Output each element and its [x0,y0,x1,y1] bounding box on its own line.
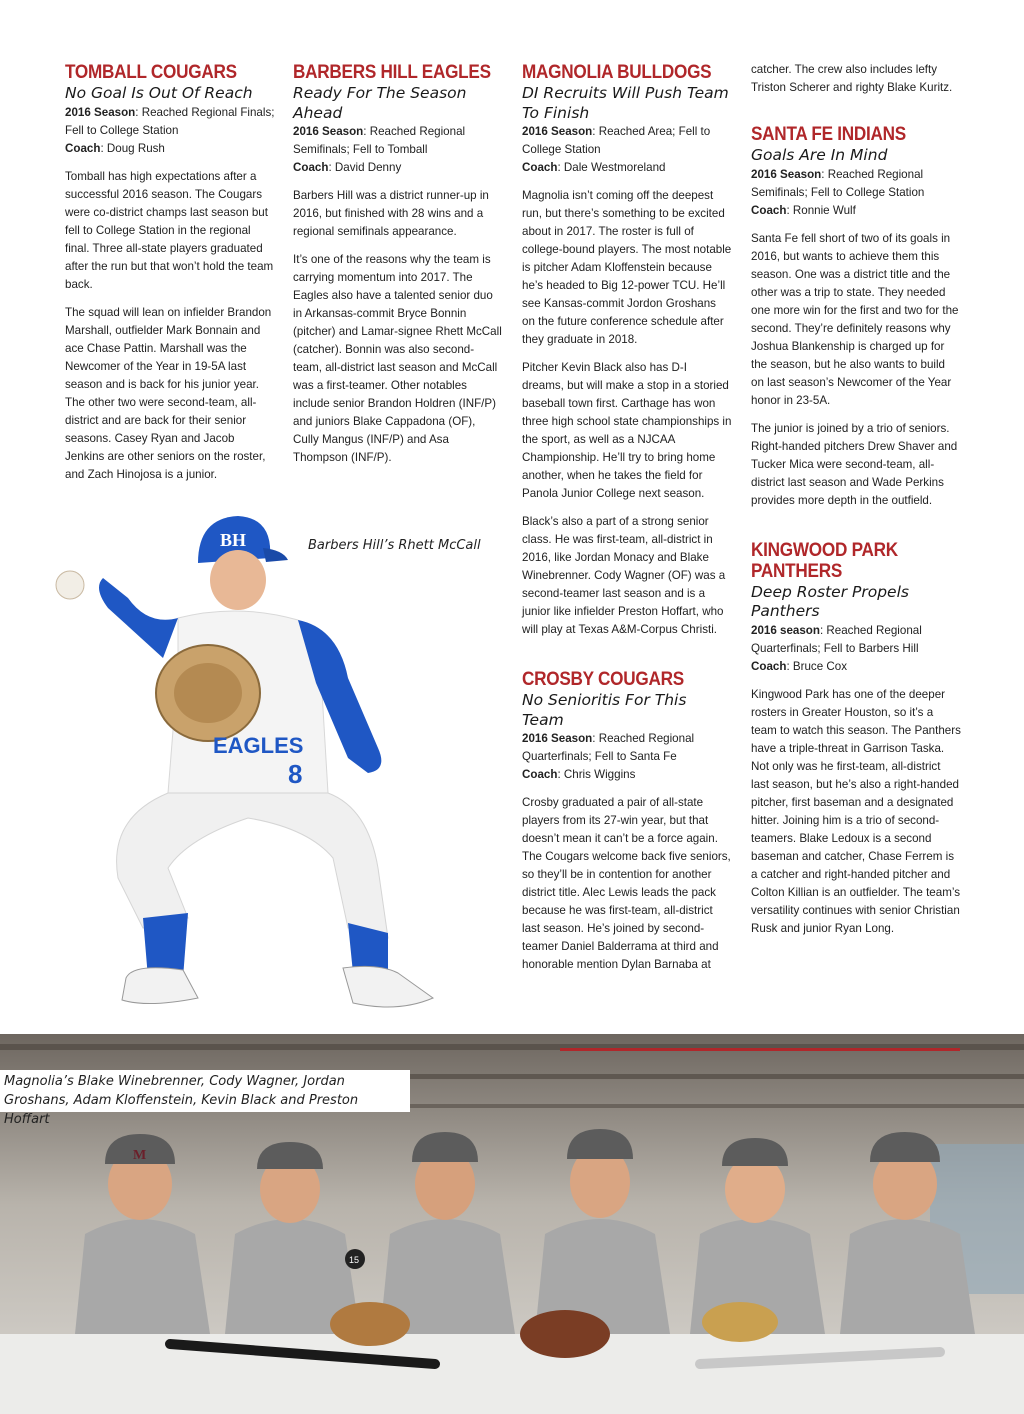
paragraph: It’s one of the reasons why the team is carrying momentum into 2017. The Eagles also have a talented senior duo in Arkansas-commit Bryce Bonnin (pitcher) and Lamar-signee Rhett McCall (catcher). Bonnin was also second-team, all-district last season and McCall was a first-teamer. Other notables include senior Brandon Holdren (INF/P) and juniors Blake Cappadona (OF), Cully Mangus (INF/P) and Asa Thompson (INF/P). [293,253,502,464]
section-kingwood-park [751,540,961,938]
coach-line [522,766,732,784]
player-caption: Barbers Hill’s Rhett McCall [308,538,481,553]
team-subtitle: Deep Roster Propels Panthers [751,582,909,620]
column-1 [65,62,275,484]
coach-value: : Ronnie Wulf [786,203,856,217]
section-crosby [522,669,732,974]
jersey-number: 8 [288,759,303,789]
paragraph: Magnolia isn’t coming off the deepest run, but there’s something to be excited about in 2017. The roster is full of college-bound players. The most notable is pitcher Adam Kloffenstein because he’s headed to Big 12-power TCU. He’ll see Kansas-commit Jordon Groshans on the future conference schedule after they graduate in 2018. [522,189,732,346]
column-2 [293,62,503,467]
season-value: : Reached Regional Quarterfinals; Fell to Barbers Hill [751,623,922,655]
season-line [522,123,732,159]
coach-label: Coach [65,141,101,155]
paragraph: Santa Fe fell short of two of its goals in 2016, but wants to achieve them this season. One was a district title and the other was a trip to state. They needed one more win for the first and two for the second. They’re definitely reasons why Joshua Blankenship is charged up for the season, but he also wants to build on last season’s Newcomer of the Year honor in 23-5A. [751,231,959,407]
section-santa-fe [751,124,961,510]
season-value: : Reached Regional Quarterfinals; Fell to Santa Fe [522,732,695,763]
team-subtitle: Goals Are In Mind [751,146,888,164]
season-value: : Reached Regional Finals; Fell to College Station [65,105,275,137]
coach-line [293,159,503,177]
season-label: 2016 Season [293,125,364,138]
paragraph: Tomball has high expectations after a successful 2016 season. The Cougars were co-district champs last season but fell to College Station in the regional final. Three all-state players graduated after the run but that won’t hold the team back. [65,169,274,291]
season-value: : Reached Area; Fell to College Station [522,125,711,156]
team-subtitle: DI Recruits Will Push Team To Finish [522,84,729,122]
paragraph: Black’s also a part of a strong senior class. He was first-team, all-district in 2016, like Jordan Monacy and Blake Winebrenner. Cody Wagner (OF) was a second-teamer last season and is a junior like infielder Preston Hoffart, who will play at Texas A&M-Corpus Christi. [522,515,726,636]
team-heading: TOMBALL COUGARS [65,61,237,83]
team-heading: MAGNOLIA BULLDOGS [522,61,712,83]
column-3 [522,62,732,974]
team-heading: CROSBY COUGARS [522,668,684,690]
paragraph: Pitcher Kevin Black also has D-I dreams, but will make a stop in a storied baseball town first. Carthage has won three high school state championships in the sport, as well as a NJCAA Championship. He’ll try to bring home another, when he takes the field for Panola Junior College next season. [522,361,732,500]
coach-value: : David Denny [328,161,402,174]
team-subtitle: No Goal Is Out Of Reach [65,84,253,102]
season-label: 2016 Season [522,732,593,745]
jersey-patch: 15 [349,1255,360,1265]
paragraph: The junior is joined by a trio of seniors. Right-handed pitchers Drew Shaver and Tucker Mica were second-team, all-district last season and Wade Perkins provides more depth in the outfield. [751,421,958,507]
season-label: 2016 Season [65,105,136,119]
paragraph: The squad will lean on infielder Brandon Marshall, outfielder Mark Bonnain and ace Chase Pattin. Marshall was the Newcomer of the Year in 19-5A last season and is back for his junior year. The other two were second-team, all-district and are back for their senior seasons. Casey Ryan and Jacob Jenkins are other seniors on the roster, and Zach Hinojosa is a junior. [65,305,272,481]
coach-label: Coach [522,161,558,174]
team-photo-caption: Magnolia’s Blake Winebrenner, Cody Wagner, Jordan Groshans, Adam Kloffenstein, Kevin Black and Preston Hoffart [0,1070,410,1112]
team-heading: SANTA FE INDIANS [751,123,906,145]
column-4 [751,61,961,938]
coach-label: Coach [751,203,787,217]
continued-paragraph: catcher. The crew also includes lefty Triston Scherer and righty Blake Kuritz. [751,63,953,94]
paragraph: Kingwood Park has one of the deeper rosters in Greater Houston, so it’s a team to watch this season. The Panthers have a triple-threat in Garrison Taska. Not only was he first-team, all-district last season, but he’s also a right-handed pitcher, first baseman and a designated hitter. Joining him is a trio of second-teamers. Blake Ledoux is a second baseman and catcher, Chase Ferrem is a catcher and right-handed pitcher and Colton Killian is an outfielder. The team’s versatility continues with senior Christian Rusk and junior Ryan Long. [751,687,961,935]
season-value: : Reached Regional Semifinals; Fell to College Station [751,167,925,199]
team-heading: KINGWOOD PARK PANTHERS [751,538,898,582]
paragraph: Barbers Hill was a district runner-up in 2016, but finished with 28 wins and a regional semifinals appearance. [293,189,489,238]
section-barbers-hill [293,62,503,467]
team-subtitle: No Senioritis For This Team [522,691,687,729]
coach-value: : Bruce Cox [786,659,848,673]
season-line [522,730,732,766]
coach-label: Coach [293,161,329,174]
season-label: 2016 Season [751,167,822,181]
season-label: 2016 Season [522,125,593,138]
coach-line [522,159,732,177]
season-line [65,104,275,140]
jersey-text: EAGLES [213,733,304,758]
season-line [751,622,961,658]
coach-line [751,658,961,676]
coach-label: Coach [522,768,558,781]
cap-logo: BH [220,530,247,550]
coach-value: : Chris Wiggins [557,768,636,781]
coach-line [65,140,275,158]
paragraph: Crosby graduated a pair of all-state players from its 27-win year, but that doesn’t mean it can’t be a force again. The Cougars welcome back five seniors, so they’ll be in contention for another district title. Alec Lewis leads the pack because he was first-team, all-district last season. He’s joined by second-teamer Daniel Balderrama at third and honorable mention Dylan Barnaba at [522,796,731,971]
season-value: : Reached Regional Semifinals; Fell to Tomball [293,125,466,156]
coach-value: : Dale Westmoreland [557,161,666,174]
season-line [751,166,961,202]
coach-label: Coach [751,659,787,673]
section-tomball [65,62,275,484]
season-label: 2016 season [751,623,820,637]
section-magnolia [522,62,732,639]
season-line [293,123,503,159]
coach-line [751,202,961,220]
coach-value: : Doug Rush [100,141,165,155]
team-subtitle: Ready For The Season Ahead [293,84,467,122]
player-photo [48,508,448,1028]
cap-logo: M [133,1148,147,1163]
team-heading: BARBERS HILL EAGLES [293,61,491,83]
